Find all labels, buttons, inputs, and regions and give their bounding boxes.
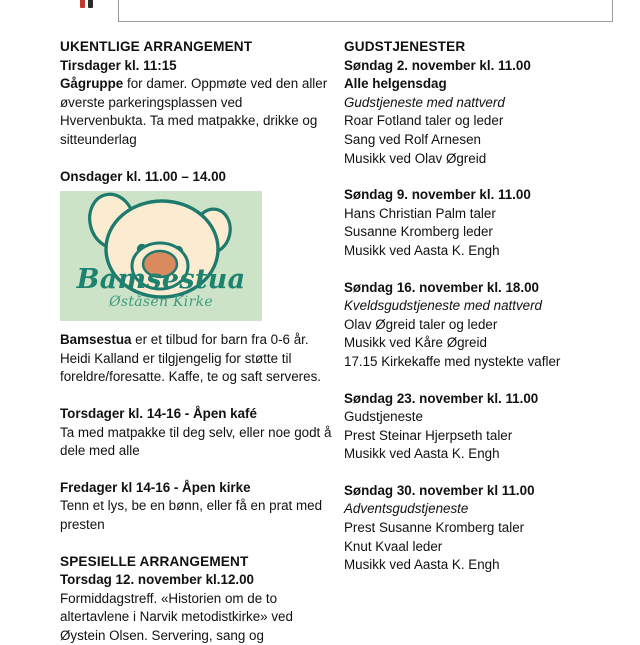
service-date-4: Søndag 30. november kl 11.00 xyxy=(344,482,535,498)
entry-body-torsdager: Ta med matpakke til deg selv, eller noe godt å dele med alle xyxy=(60,424,332,459)
entry-heading-tirsdager: Tirsdager kl. 11:15 xyxy=(60,57,177,73)
left-section-title-special: SPESIELLE ARRANGEMENT xyxy=(60,553,249,569)
service-date-1: Søndag 9. november kl. 11.00 xyxy=(344,187,531,203)
service-subtitle-italic-2: Kveldsgudstjeneste med nattverd xyxy=(344,298,543,314)
spacer xyxy=(60,461,332,479)
church-logo-fragment-icon xyxy=(80,0,98,8)
service-subtitle-bold-0: Alle helgensdag xyxy=(344,76,447,92)
service-line-3-1: Prest Steinar Hjerpseth taler xyxy=(344,427,513,443)
service-line-4-1: Knut Kvaal leder xyxy=(344,538,443,554)
entry-heading-fredager: Fredager kl 14-16 - Åpen kirke xyxy=(60,479,251,495)
special-heading: Torsdag 12. november kl.12.00 xyxy=(60,572,255,588)
entry-heading-torsdager: Torsdager kl. 14-16 - Åpen kafé xyxy=(60,405,257,421)
bamsestua-logo-card xyxy=(60,191,262,321)
entry-body-lead-tirsdager: Gågruppe xyxy=(60,76,124,92)
spacer xyxy=(60,387,332,405)
service-line-2-0: Olav Øgreid taler og leder xyxy=(344,316,498,332)
service-line-4-2: Musikk ved Aasta K. Engh xyxy=(344,557,500,573)
spacer xyxy=(344,168,624,186)
spacer xyxy=(344,261,624,279)
bamsestua-wordmark: Bamsestua xyxy=(76,263,246,295)
address-box xyxy=(118,0,613,22)
entry-heading-onsdager: Onsdager kl. 11.00 – 14.00 xyxy=(60,168,227,184)
service-line-1-2: Musikk ved Aasta K. Engh xyxy=(344,242,500,258)
service-line-0-2: Musikk ved Olav Øgreid xyxy=(344,150,487,166)
entry-body-text-onsdager: er et tilbud for barn fra 0-6 år. Heidi Kalland er tilgjengelig for støtte til foreldre/foresatte. Kaffe, te og saft serveres. xyxy=(60,332,322,385)
service-line-0-1: Sang ved Rolf Arnesen xyxy=(344,131,481,147)
spacer xyxy=(344,464,624,482)
spacer xyxy=(60,150,332,168)
special-body: Formiddagstreff. «Historien om de to altertavlene i Narvik metodistkirke» ved Øystein Olsen. Servering, sang og xyxy=(60,590,293,643)
entry-body-text-tirsdager: for damer. Oppmøte ved den aller øverste parkeringsplassen ved Hvervenbukta. Ta med matpakke, drikke og sitteunderlag xyxy=(60,76,328,147)
logo-dark-bar-icon xyxy=(88,0,93,8)
service-line-0-0: Roar Fotland taler og leder xyxy=(344,113,504,129)
service-line-1-1: Susanne Kromberg leder xyxy=(344,224,493,240)
logo-red-bar-icon xyxy=(80,0,85,8)
service-line-1-0: Hans Christian Palm taler xyxy=(344,205,496,221)
entry-body-lead-onsdager: Bamsestua xyxy=(60,332,132,348)
left-column xyxy=(60,38,332,645)
left-section-title: UKENTLIGE ARRANGEMENT xyxy=(60,39,253,54)
spacer xyxy=(344,372,624,390)
right-section-title: GUDSTJENESTER xyxy=(344,39,466,54)
entry-body-tirsdager xyxy=(60,75,332,149)
service-subtitle-italic-4: Adventsgudstjeneste xyxy=(344,501,469,517)
spacer xyxy=(60,535,332,553)
bamsestua-subline: Øståsen Kirke xyxy=(109,293,213,310)
service-line-3-0: Gudstjeneste xyxy=(344,409,423,425)
entry-body-onsdager xyxy=(60,331,332,387)
service-line-4-0: Prest Susanne Kromberg taler xyxy=(344,520,525,536)
entry-body-fredager: Tenn et lys, be en bønn, eller få en prat med presten xyxy=(60,498,323,532)
service-subtitle-italic-0: Gudstjeneste med nattverd xyxy=(344,94,505,110)
page-header-strip xyxy=(0,0,640,24)
content-columns xyxy=(0,38,640,643)
service-date-0: Søndag 2. november kl. 11.00 xyxy=(344,57,531,73)
service-date-2: Søndag 16. november kl. 18.00 xyxy=(344,279,539,295)
right-column xyxy=(344,38,624,575)
service-line-2-2: 17.15 Kirkekaffe med nystekte vafler xyxy=(344,353,561,369)
service-date-3: Søndag 23. november kl. 11.00 xyxy=(344,390,539,406)
service-line-2-1: Musikk ved Kåre Øgreid xyxy=(344,335,487,351)
service-line-3-2: Musikk ved Aasta K. Engh xyxy=(344,446,500,462)
